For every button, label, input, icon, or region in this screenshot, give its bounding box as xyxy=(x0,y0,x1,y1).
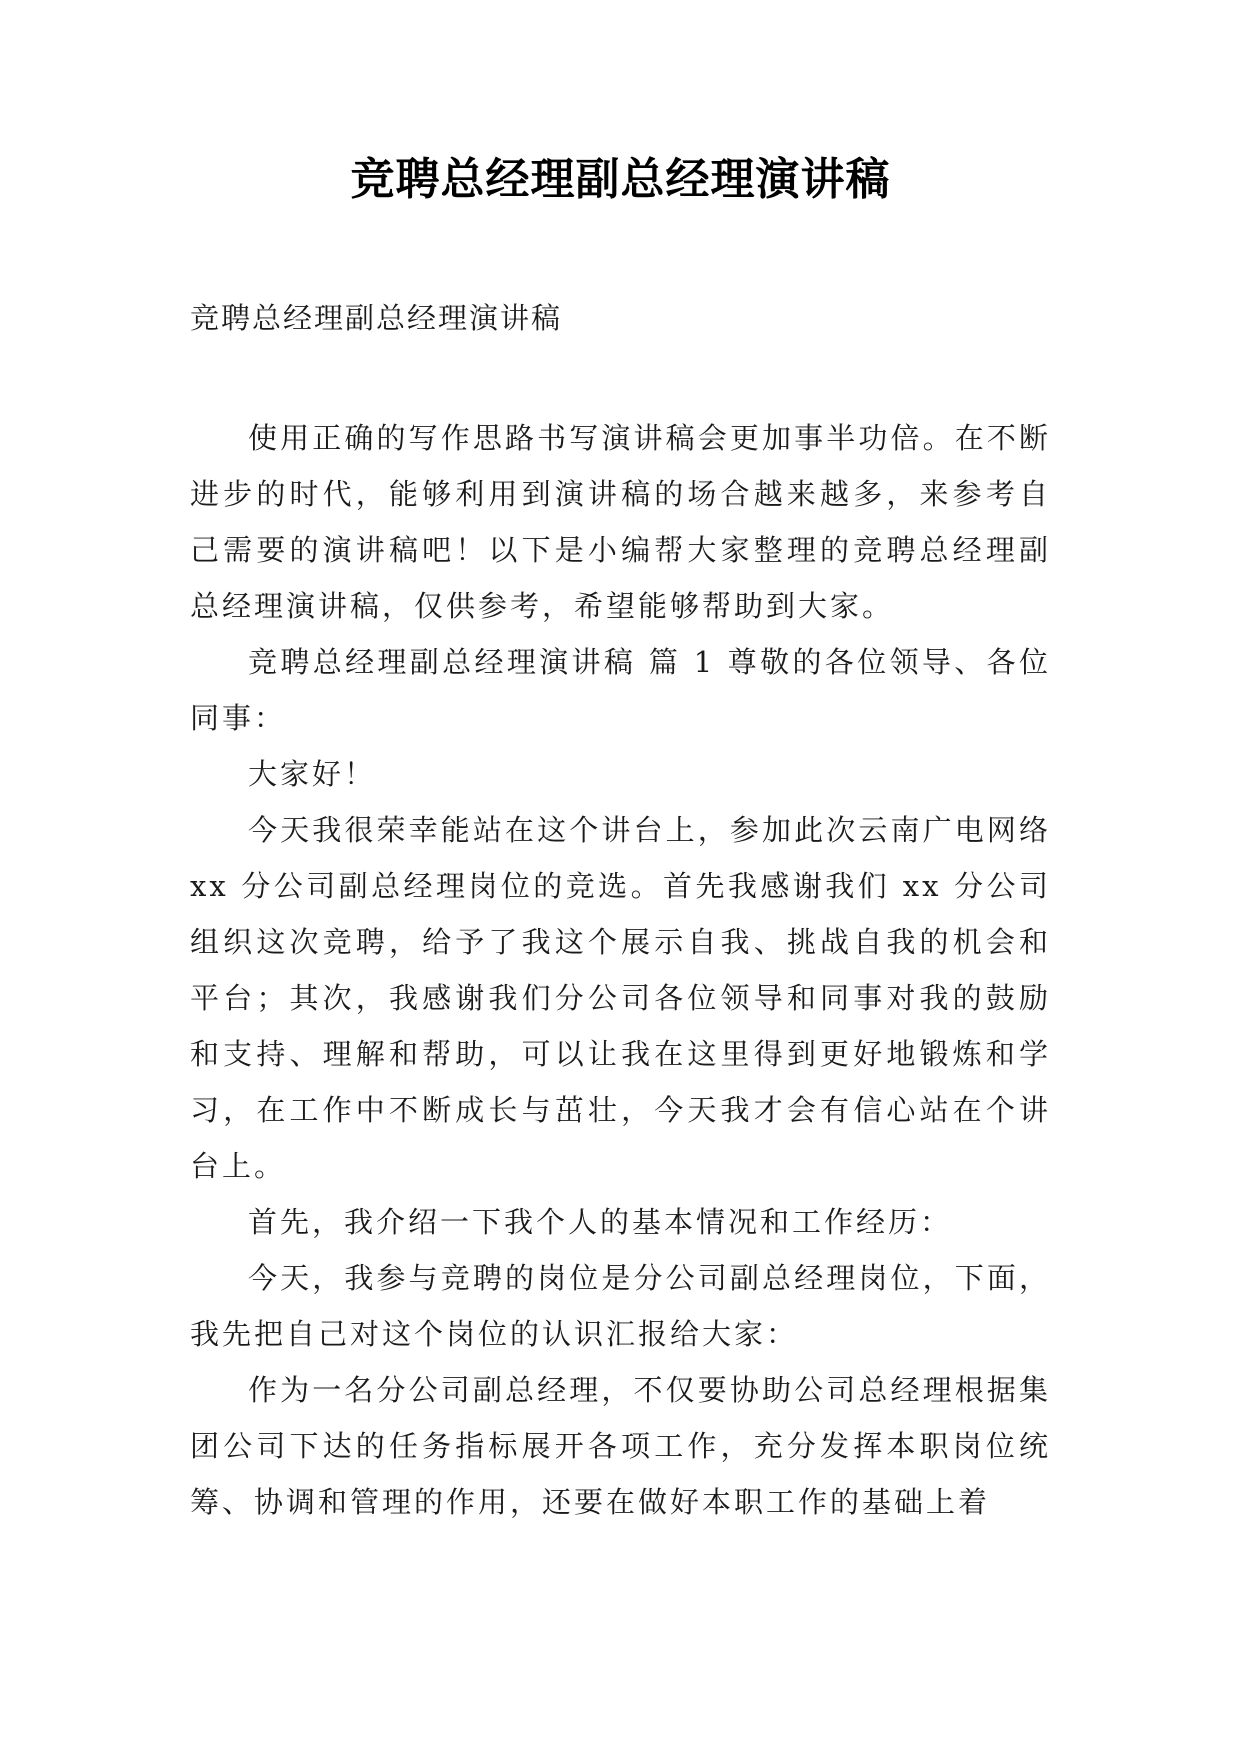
document-subtitle: 竞聘总经理副总经理演讲稿 xyxy=(190,301,563,335)
document-title: 竞聘总经理副总经理演讲稿 xyxy=(350,154,891,205)
paragraph-greeting: 大家好！ xyxy=(248,757,377,791)
paragraph-role-description: 作为一名分公司副总经理，不仅要协助公司总经理根据集团公司下达的任务指标展开各项工作，充分发挥本职岗位统筹、协调和管理的作用，还要在做好本职工作的基础上着 xyxy=(190,1373,1051,1519)
paragraph-position: 今天，我参与竞聘的岗位是分公司副总经理岗位，下面，我先把自己对这个岗位的认识汇报给大家： xyxy=(190,1261,1051,1351)
paragraph-salutation: 竞聘总经理副总经理演讲稿 篇 1 尊敬的各位领导、各位同事： xyxy=(190,645,1051,735)
paragraph-self-introduction: 首先，我介绍一下我个人的基本情况和工作经历： xyxy=(248,1205,953,1239)
paragraph-intro: 使用正确的写作思路书写演讲稿会更加事半功倍。在不断进步的时代，能够利用到演讲稿的场合越来越多，来参考自己需要的演讲稿吧！以下是小编帮大家整理的竞聘总经理副总经理演讲稿，仅供参考，希望能够帮助到大家。 xyxy=(190,421,1051,623)
paragraph-thanks: 今天我很荣幸能站在这个讲台上，参加此次云南广电网络 xx 分公司副总经理岗位的竞选。首先我感谢我们 xx 分公司组织这次竞聘，给予了我这个展示自我、挑战自我的机会和平台；其次，我感谢我们分公司各位领导和同事对我的鼓励和支持、理解和帮助，可以让我在这里得到更好地锻炼和学习，在工作中不断成长与茁壮，今天我才会有信心站在个讲台上。 xyxy=(190,813,1051,1183)
document-body xyxy=(190,410,1051,1530)
